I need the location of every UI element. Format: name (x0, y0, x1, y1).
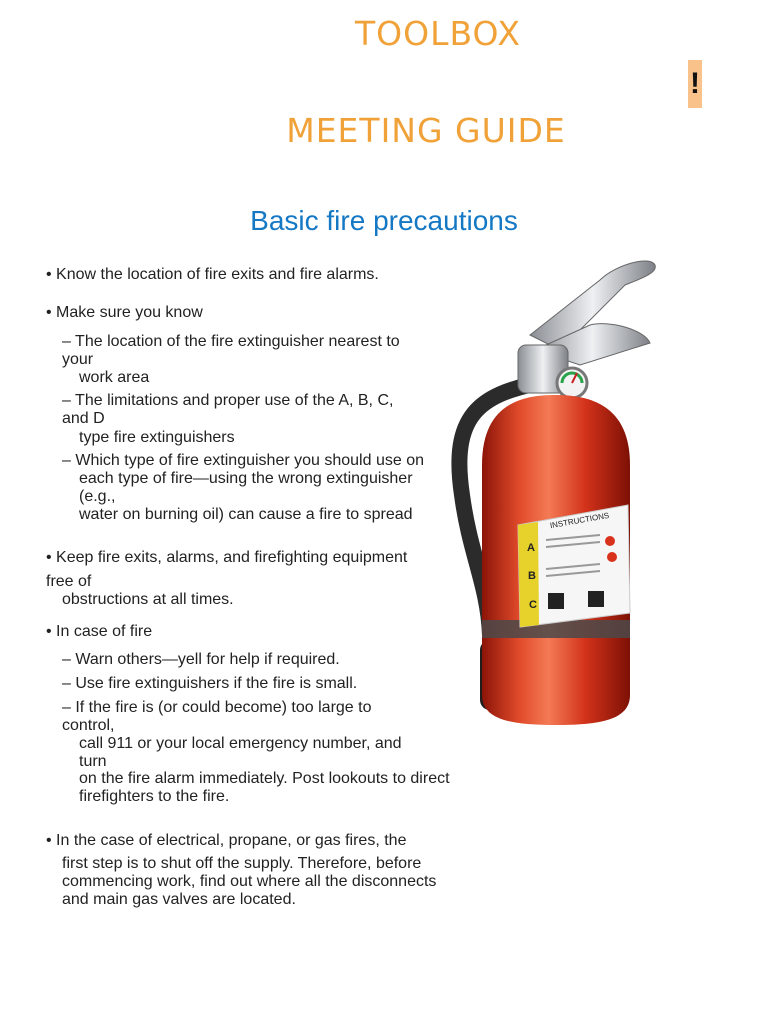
text-line: on the fire alarm immediately. Post lookouts to direct (79, 770, 450, 787)
fire-extinguisher-image (440, 255, 665, 725)
text-line: commencing work, find out where all the disconnects (62, 873, 437, 890)
text-line: – Warn others—yell for help if required. (62, 651, 340, 668)
text-line: • Make sure you know (46, 304, 203, 321)
svg-text:B: B (528, 570, 536, 582)
text-line: and D (62, 410, 105, 427)
svg-text:C: C (529, 599, 537, 611)
text-line: – The limitations and proper use of the A, B, C, (62, 392, 394, 409)
text-line: – The location of the fire extinguisher nearest to (62, 333, 400, 350)
text-line: (e.g., (79, 488, 116, 505)
text-line: your (62, 351, 94, 368)
text-line: call 911 or your local emergency number, and (79, 735, 402, 752)
text-line: • Know the location of fire exits and fire alarms. (46, 266, 379, 283)
svg-text:INSTRUCTIONS: INSTRUCTIONS (549, 510, 610, 531)
text-line: each type of fire—using the wrong extinguisher (79, 470, 413, 487)
alert-exclamation-icon: ! (688, 60, 702, 108)
text-line: type fire extinguishers (79, 429, 235, 446)
text-line: • Keep fire exits, alarms, and firefighting equipment (46, 549, 408, 566)
text-line: firefighters to the fire. (79, 788, 230, 805)
text-line: work area (79, 369, 150, 386)
svg-text:A: A (527, 542, 535, 554)
text-line: free of (46, 573, 92, 590)
text-line: water on burning oil) can cause a fire to spread (79, 506, 413, 523)
text-line: – If the fire is (or could become) too large to (62, 699, 372, 716)
text-line: – Which type of fire extinguisher you should use on (62, 452, 424, 469)
page-subtitle: Basic fire precautions (250, 205, 518, 236)
text-line: first step is to shut off the supply. Therefore, before (62, 855, 422, 872)
text-line: and main gas valves are located. (62, 891, 296, 908)
text-line: obstructions at all times. (62, 591, 234, 608)
text-line: turn (79, 753, 107, 770)
text-line: – Use fire extinguishers if the fire is small. (62, 675, 358, 692)
text-line: control, (62, 717, 115, 734)
instructions-label (518, 505, 630, 627)
title-toolbox: TOOLBOX (354, 14, 522, 53)
title-meeting-guide: MEETING GUIDE (286, 111, 566, 150)
text-line: • In case of fire (46, 623, 153, 640)
text-line: • In the case of electrical, propane, or gas fires, the (46, 832, 407, 849)
